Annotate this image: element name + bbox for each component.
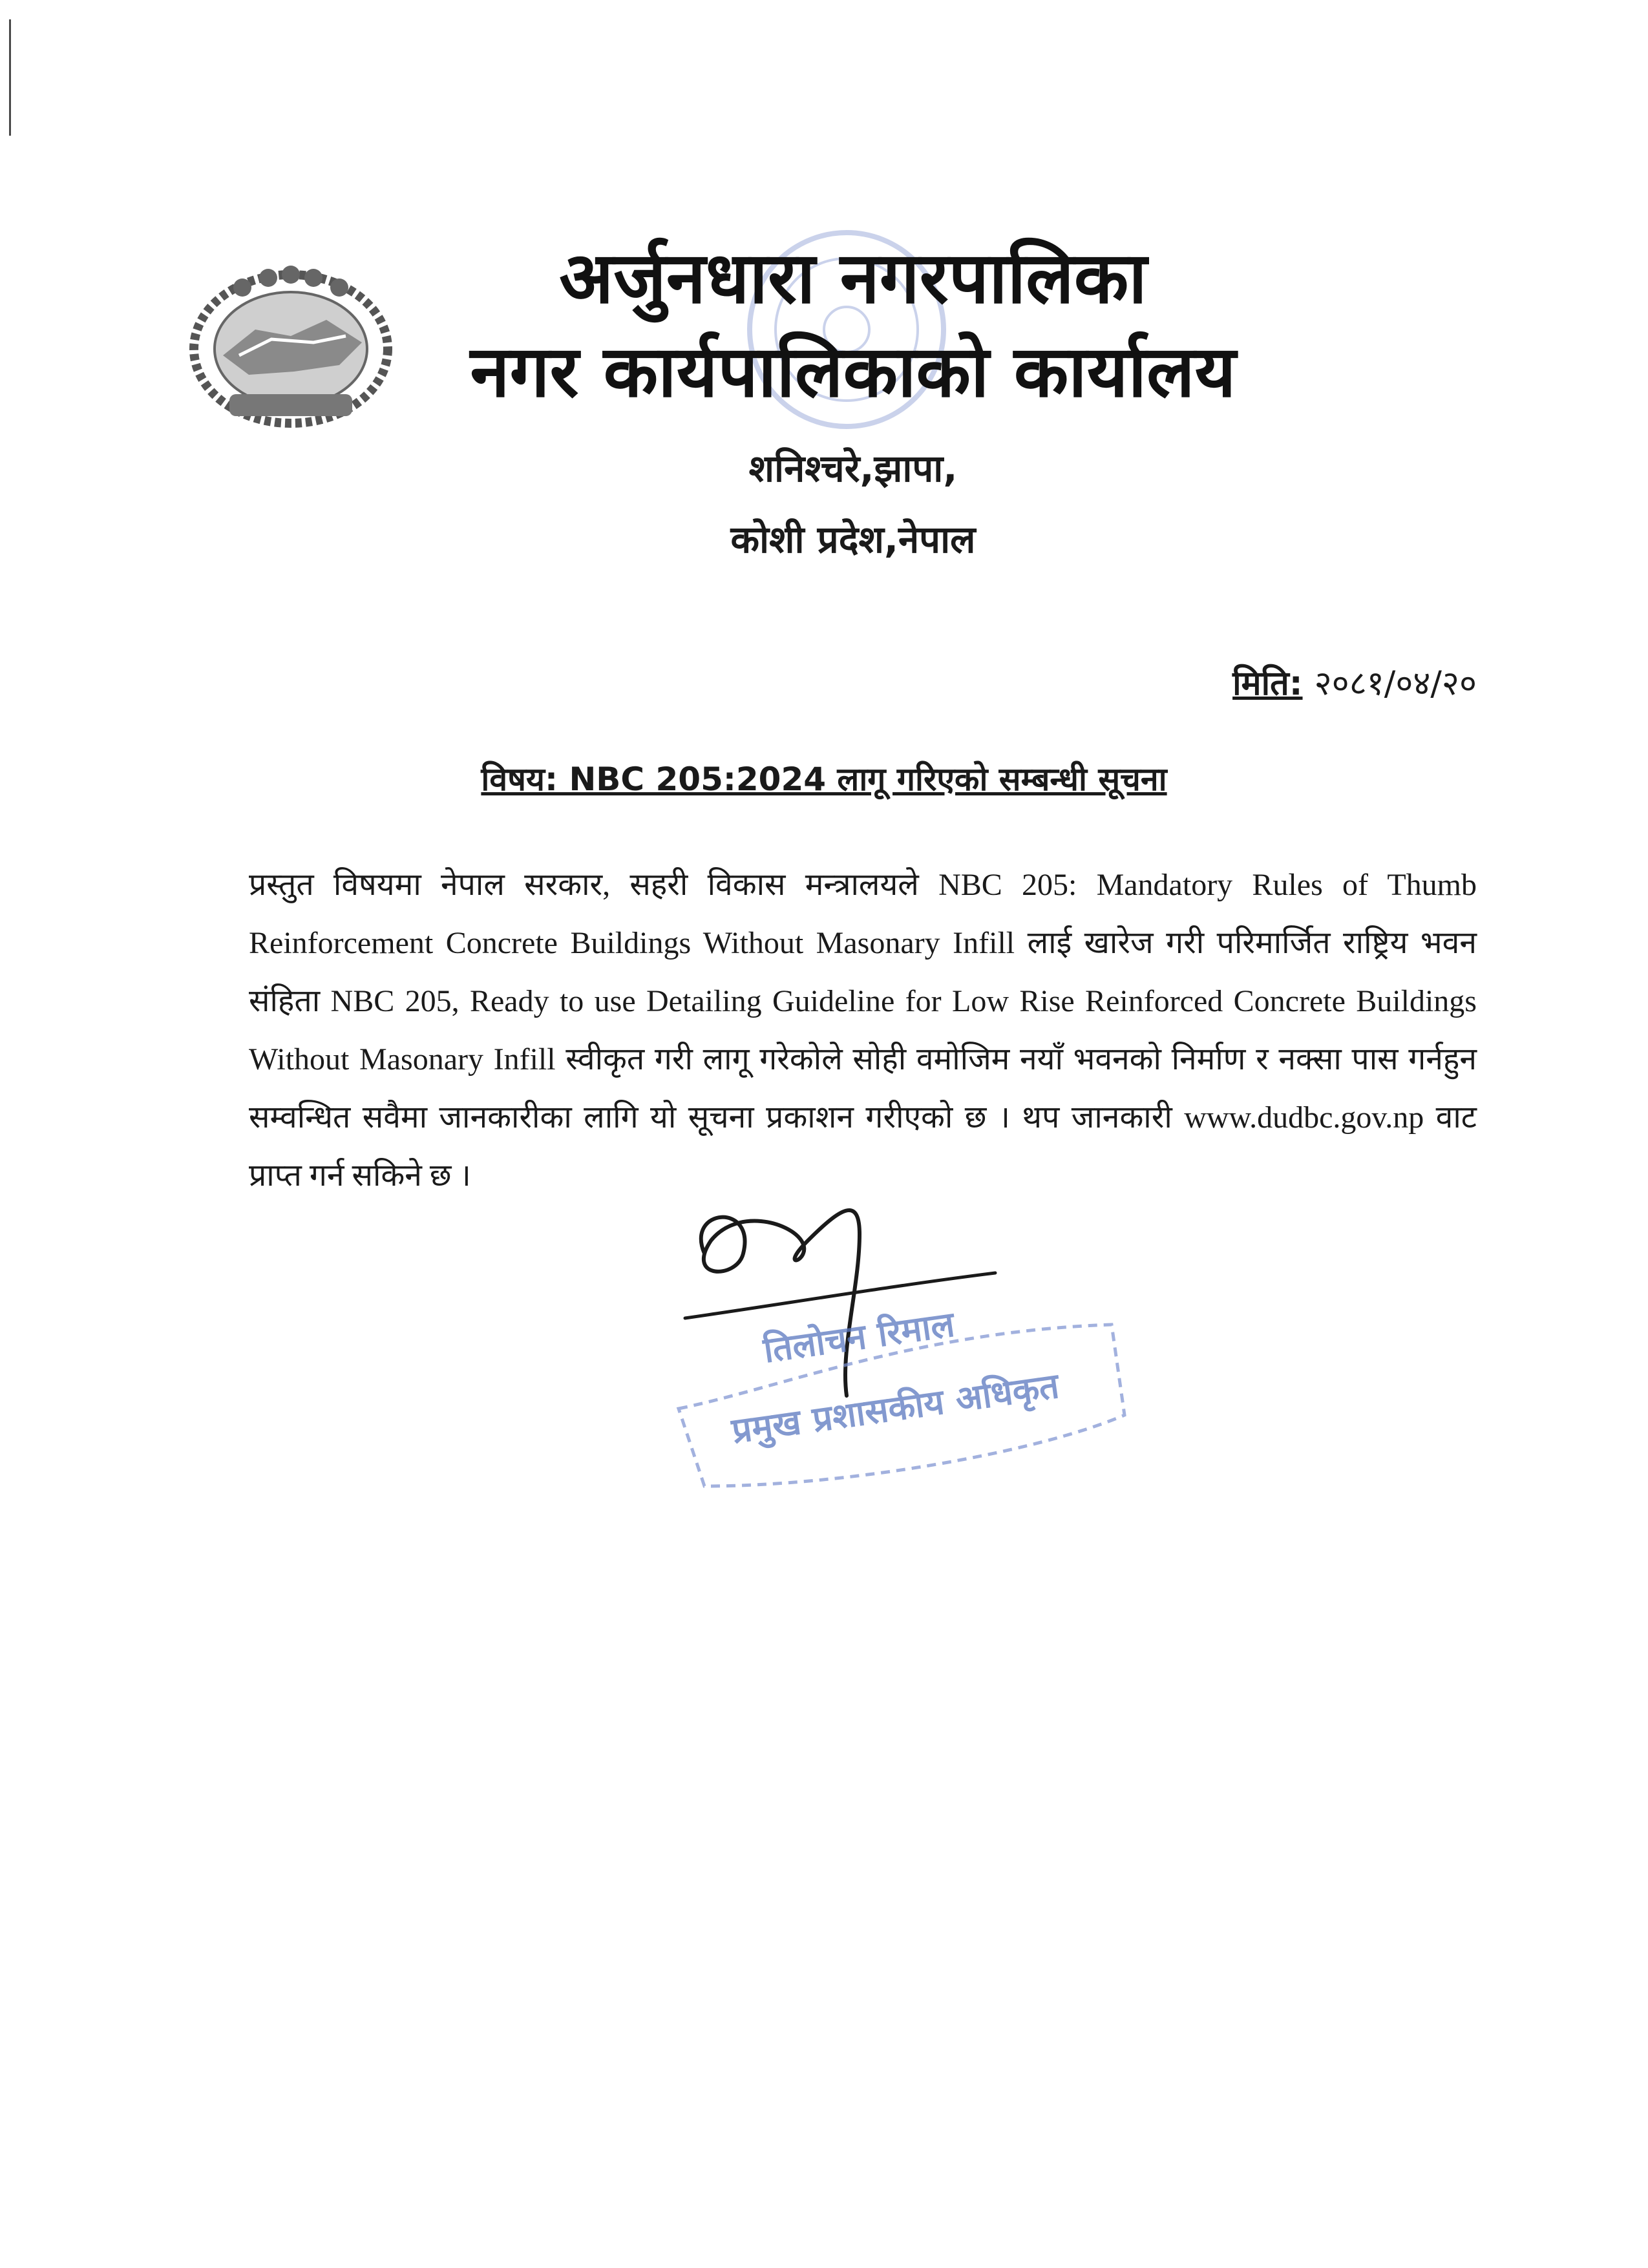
date-value: २०८१/०४/२० bbox=[1314, 664, 1477, 703]
address-line-2: कोशी प्रदेश,नेपाल bbox=[730, 518, 976, 562]
office-name: नगर कार्यपालिकाको कार्यालय bbox=[470, 330, 1236, 413]
municipality-name: अर्जुनधारा नगरपालिका bbox=[559, 236, 1147, 319]
subject-text: विषय: NBC 205:2024 लागू गरिएको सम्बन्धी सूचना bbox=[481, 761, 1167, 798]
stamp-name: तिलोचन रिमाल bbox=[761, 1303, 957, 1371]
handwritten-signature-icon bbox=[646, 1182, 1137, 1544]
stamp-title: प्रमुख प्रशासकीय अधिकृत bbox=[729, 1365, 1062, 1452]
notice-body: प्रस्तुत विषयमा नेपाल सरकार, सहरी विकास मन्त्रालयले NBC 205: Mandatory Rules of Thumb Reinforcement Concrete Buildings Without Masonary Infill लाई खारेज गरी परिमार्जित राष्ट्रिय भवन संहिता NBC 205, Ready to use Detailing Guideline for Low Rise Reinforced Concrete Buildings Without Masonary Infill स्वीकृत गरी लागू गरेकोले सोही वमोजिम नयाँ भवनको निर्माण र नक्सा पास गर्नहुन सम्वन्धित सवैमा जानकारीका लागि यो सूचना प्रकाशन गरीएको छ । थप जानकारी www.dudbc.gov.np वाट प्राप्त गर्न सकिने छ । bbox=[249, 868, 1477, 1193]
letterhead bbox=[401, 233, 1305, 575]
date-label: मिति: bbox=[1232, 664, 1303, 703]
nepal-emblem-icon bbox=[184, 258, 397, 433]
date-row bbox=[1232, 659, 1477, 705]
subject-line bbox=[0, 756, 1648, 800]
scan-edge-line bbox=[9, 19, 11, 136]
address-line-1: शनिश्चरे,झापा, bbox=[748, 446, 958, 490]
